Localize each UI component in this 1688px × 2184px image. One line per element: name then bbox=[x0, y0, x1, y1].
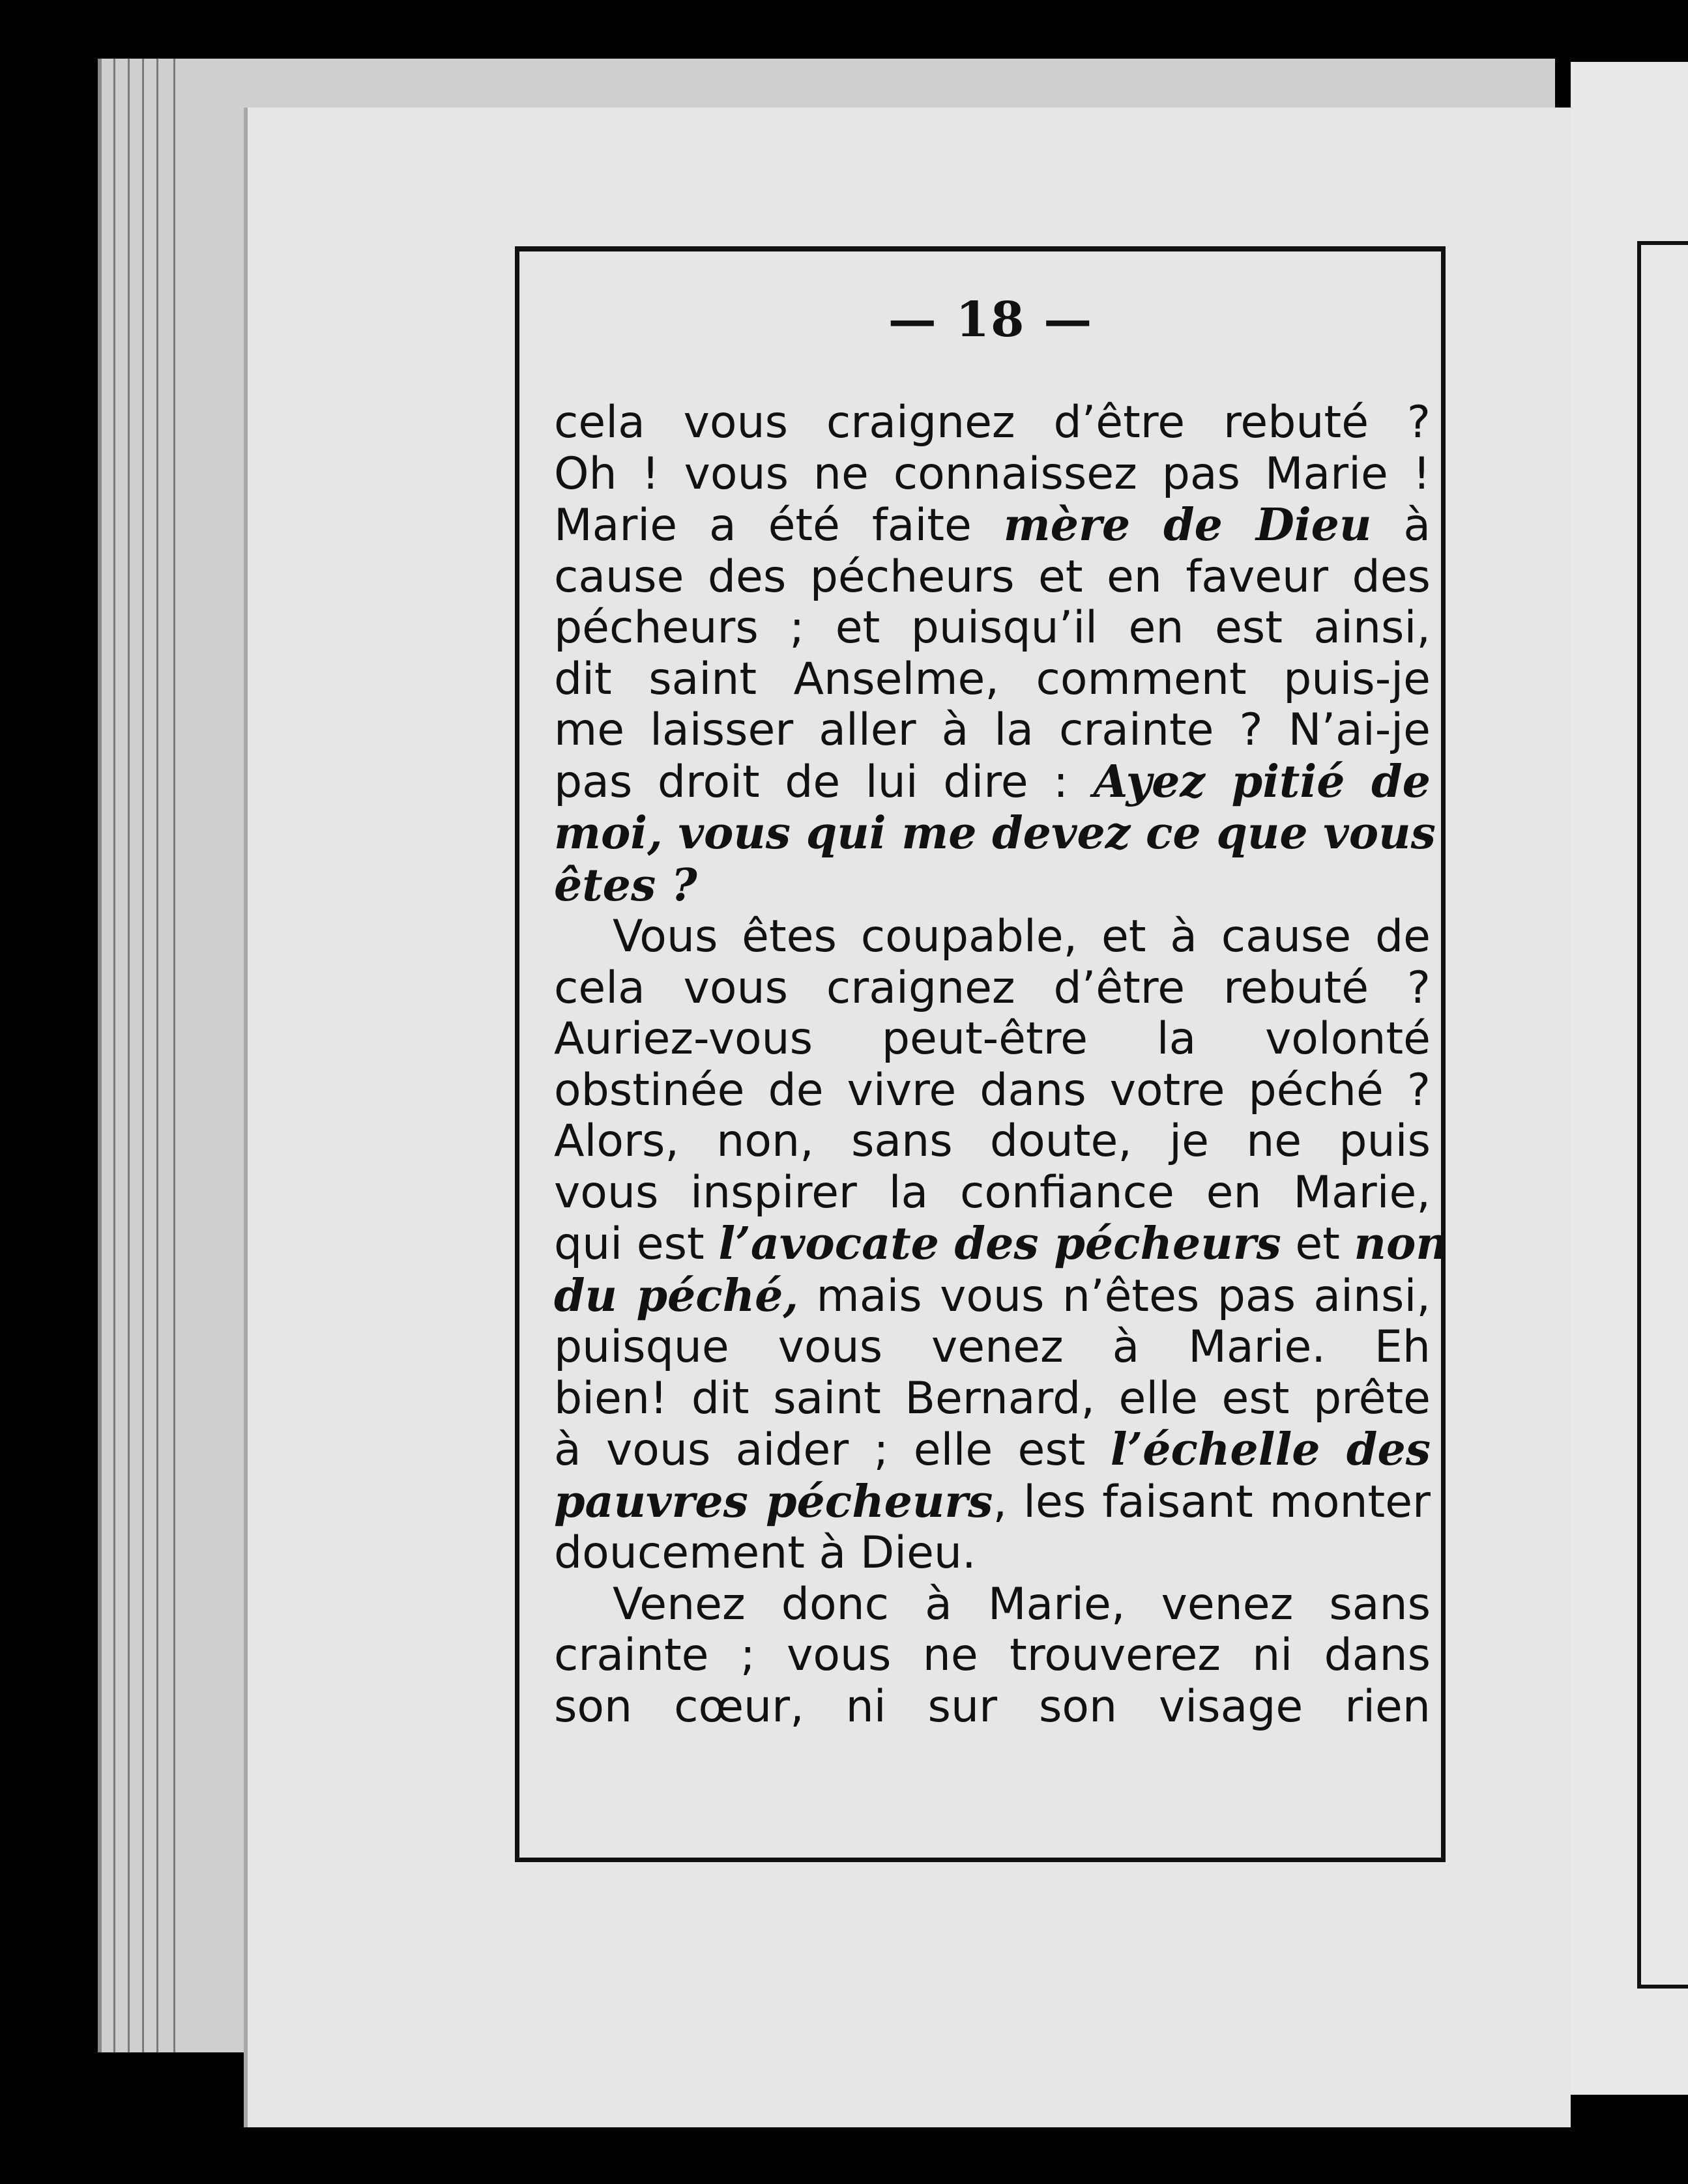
text-line bbox=[554, 1630, 1431, 1682]
italic-text: pauvres pécheurs bbox=[554, 1475, 993, 1528]
text-segment: son cœur, ni sur son visage rien bbox=[554, 1680, 1431, 1732]
text-segment: vous inspirer la confiance en Marie, bbox=[554, 1166, 1431, 1218]
text-segment: Marie a été faite bbox=[554, 500, 1004, 551]
text-segment: me laisser aller à la crainte ? N’ai-je bbox=[554, 704, 1431, 756]
text-line bbox=[554, 1322, 1431, 1373]
text-segment: mais vous n’êtes pas ainsi, bbox=[798, 1270, 1431, 1322]
paragraph bbox=[554, 911, 1448, 1579]
text-segment: Oh ! vous ne connaissez pas Marie ! bbox=[554, 448, 1431, 500]
text-line bbox=[554, 912, 1431, 963]
text-segment: obstinée de vivre dans votre péché ? bbox=[554, 1064, 1431, 1116]
page-number: — 18 — bbox=[888, 292, 1094, 348]
text-line bbox=[554, 449, 1431, 500]
text-segment: qui est bbox=[554, 1218, 719, 1270]
italic-text: l’avocate des pécheurs bbox=[718, 1218, 1281, 1270]
text-line bbox=[554, 654, 1431, 706]
text-segment: puisque vous venez à Marie. Eh bbox=[554, 1321, 1431, 1373]
body-text bbox=[554, 397, 1448, 1732]
italic-text: êtes ? bbox=[554, 859, 697, 912]
facing-page-frame bbox=[1637, 241, 1688, 1989]
text-line bbox=[554, 963, 1431, 1014]
text-segment: pas droit de lui dire : bbox=[554, 756, 1094, 808]
italic-text: moi, vous qui me devez ce que vous bbox=[554, 807, 1436, 859]
text-line bbox=[554, 552, 1431, 603]
text-line bbox=[554, 1014, 1431, 1065]
text-line bbox=[554, 705, 1431, 756]
text-line bbox=[554, 1168, 1431, 1219]
text-line bbox=[554, 756, 1431, 809]
paragraph bbox=[554, 397, 1436, 912]
text-segment: Auriez-vous peut-être la volonté bbox=[554, 1013, 1431, 1065]
text-segment: Alors, non, sans doute, je ne puis bbox=[554, 1115, 1431, 1167]
text-segment: cause des pécheurs et en faveur des bbox=[554, 551, 1431, 603]
text-line bbox=[554, 1579, 1431, 1631]
text-segment: et bbox=[1281, 1218, 1354, 1270]
text-line bbox=[554, 397, 1431, 449]
text-line bbox=[554, 1424, 1431, 1476]
text-line bbox=[554, 500, 1431, 552]
text-line bbox=[554, 1528, 1431, 1579]
text-segment: crainte ; vous ne trouverez ni dans bbox=[554, 1630, 1431, 1681]
paragraph bbox=[554, 1579, 1431, 1733]
text-line bbox=[554, 1218, 1448, 1271]
text-segment: dit saint Anselme, comment puis-je bbox=[554, 653, 1431, 705]
text-line bbox=[554, 603, 1431, 654]
italic-text: l’échelle des bbox=[1110, 1424, 1431, 1476]
text-segment: , les faisant monter bbox=[993, 1476, 1431, 1528]
text-segment: pécheurs ; et puisqu’il en est ainsi, bbox=[554, 602, 1431, 654]
text-line bbox=[554, 1476, 1431, 1529]
text-segment: doucement à Dieu. bbox=[554, 1527, 976, 1579]
text-line bbox=[554, 807, 1436, 860]
text-line bbox=[554, 1271, 1431, 1323]
italic-text: mère de Dieu bbox=[1003, 499, 1372, 551]
text-segment: bien! dit saint Bernard, elle est prête bbox=[554, 1372, 1431, 1424]
text-segment: cela vous craignez d’être rebuté ? bbox=[554, 962, 1431, 1014]
text-segment: cela vous craignez d’être rebuté ? bbox=[554, 397, 1431, 448]
italic-text: du péché, bbox=[554, 1269, 799, 1322]
text-segment: Venez donc à Marie, venez sans bbox=[613, 1578, 1431, 1630]
text-line bbox=[554, 1116, 1431, 1168]
text-segment: Vous êtes coupable, et à cause de bbox=[613, 911, 1431, 962]
italic-text: non bbox=[1354, 1218, 1448, 1270]
text-line bbox=[554, 1682, 1431, 1733]
text-line bbox=[554, 1373, 1431, 1425]
italic-text: Ayez pitié de bbox=[1093, 755, 1431, 808]
text-segment: à bbox=[1371, 500, 1431, 551]
text-line bbox=[554, 1065, 1431, 1117]
text-segment: à vous aider ; elle est bbox=[554, 1424, 1111, 1476]
text-line bbox=[554, 860, 1431, 912]
